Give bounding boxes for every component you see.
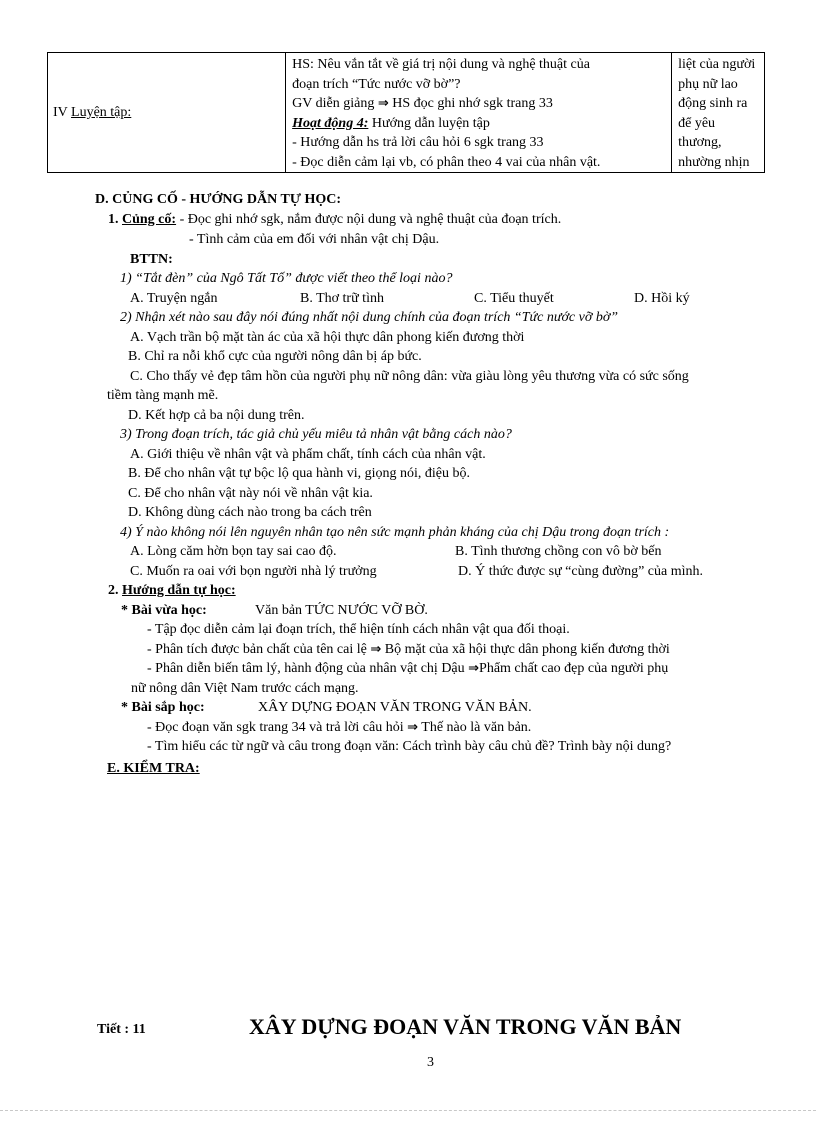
row-label-prefix: IV [53,104,68,120]
answer-option: A. Giới thiệu về nhân vật và phẩm chất, tính cách của nhân vật. [130,447,486,462]
study-item [147,719,531,737]
activity-text: GV diễn giảng [292,96,375,111]
study-item [147,641,670,659]
table-row [48,53,765,173]
huongdan-label: Hướng dẫn tự học: [122,583,236,598]
row-label-cell [48,53,286,173]
question: 4) Ý nào không nói lên nguyên nhân tạo nên sức mạnh phản kháng của chị Dậu trong đoạn trích : [120,525,670,540]
answer-option: B. Thơ trữ tình [300,291,384,306]
page-separator [0,1110,816,1111]
study-text: - Phân tích được bản chất của tên cai lệ [147,642,367,657]
study-text: Thế nào là văn bản. [421,720,532,735]
activity-line: - Đọc diễn cảm lại vb, có phân theo 4 vai của nhân vật. [292,154,601,170]
cungco-line [108,211,561,229]
next-lesson-title: XÂY DỰNG ĐOẠN VĂN TRONG VĂN BẢN [249,1014,682,1039]
question: 2) Nhận xét nào sau đây nói đúng nhất nội dung chính của đoạn trích “Tức nước vỡ bờ” [120,310,619,325]
activity-label: Hoạt động 4: [292,115,369,131]
content-line: thương, [678,135,722,150]
answer-option: D. Kết hợp cả ba nội dung trên. [128,408,305,423]
study-text: - Phân diễn biến tâm lý, hành động của nhân vật chị Dậu [147,661,465,676]
section-d-heading: D. CỦNG CỐ - HƯỚNG DẪN TỰ HỌC: [95,192,342,207]
answer-option: A. Truyện ngắn [130,291,218,306]
activity-line: đoạn trích “Tức nước vỡ bờ”? [292,76,461,92]
study-text: Bộ mặt của xã hội thực dân phong kiến đương thời [384,642,670,657]
cungco-number: 1. [108,212,119,227]
activity-line [292,114,671,134]
answer-option: B. Chỉ ra nỗi khổ cực của người nông dân bị áp bức. [128,349,422,364]
activity-line [292,94,671,114]
cungco-text: - Đọc ghi nhớ sgk, nắm được nội dung và nghệ thuật của đoạn trích. [179,212,562,227]
huongdan-number: 2. [108,583,119,598]
activity-line: HS: Nêu vắn tắt về giá trị nội dung và nghệ thuật của [292,57,590,72]
answer-option: A. Lòng căm hờn bọn tay sai cao độ. [130,544,337,559]
study-text: - Đọc đoạn văn sgk trang 34 và trả lời câu hỏi [147,720,404,735]
answer-option: B. Để cho nhân vật tự bộc lộ qua hành vi, giọng nói, điệu bộ. [128,466,470,481]
page-number: 3 [427,1055,434,1070]
bttn-label: BTTN: [130,252,173,267]
question: 1) “Tắt đèn” của Ngô Tất Tố” được viết theo thể loại nào? [120,271,453,286]
lesson-table [47,52,765,173]
study-item [147,660,668,678]
activity-cell [286,53,672,173]
arrow-right-icon: ⇒ [468,661,480,676]
question: 3) Trong đoạn trích, tác giả chủ yếu miêu tả nhân vật bằng cách nào? [120,427,512,442]
lesson-number: Tiết : 11 [97,1022,146,1037]
answer-option: D. Hồi ký [634,291,690,306]
study-item: - Tập đọc diễn cảm lại đoạn trích, thể hiện tính cách nhân vật qua đối thoại. [147,622,570,637]
content-line: liệt của người [678,57,756,72]
activity-line: - Hướng dẫn hs trả lời câu hỏi 6 sgk trang 33 [292,135,544,150]
bvh-title: Văn bản TỨC NƯỚC VỠ BỜ. [255,603,428,618]
answer-option: B. Tình thương chồng con vô bờ bến [455,544,662,559]
answer-option: D. Không dùng cách nào trong ba cách trên [128,505,372,520]
arrow-right-icon: ⇒ [407,720,419,735]
answer-option: tiềm tàng mạnh mẽ. [107,388,219,403]
content-line: phụ nữ lao [678,76,738,92]
section-e-heading [107,760,200,778]
row-label: Luyện tập: [71,104,132,120]
answer-option: C. Tiểu thuyết [474,291,554,306]
bvh-label: * Bài vừa học: [121,603,207,618]
content-line: để yêu [678,115,716,131]
study-item: nữ nông dân Việt Nam trước cách mạng. [131,681,359,696]
content-line: nhường nhịn [678,154,750,170]
content-line: động sinh ra [678,96,748,111]
content-cell [672,53,765,173]
huongdan-line [108,582,236,600]
bsh-label: * Bài sắp học: [121,700,205,715]
study-item: - Tìm hiểu các từ ngữ và câu trong đoạn văn: Cách trình bày câu chủ đề? Trình bày nội dung? [147,739,672,754]
answer-option: D. Ý thức được sự “cùng đường” của mình. [458,564,703,579]
answer-option: C. Cho thấy vẻ đẹp tâm hồn của người phụ nữ nông dân: vừa giàu lòng yêu thương vừa có sức sống [130,369,689,384]
activity-text: Hướng dẫn luyện tập [371,115,490,131]
study-text: Phẩm chất cao đẹp của người phụ [479,661,669,676]
cungco-label: Củng cố: [122,212,177,227]
answer-option: C. Để cho nhân vật này nói về nhân vật kia. [128,486,373,501]
arrow-right-icon: ⇒ [370,642,382,657]
section-e-heading-text: E. KIỂM TRA: [107,761,200,776]
arrow-right-icon: ⇒ [377,96,389,111]
bsh-title: XÂY DỰNG ĐOẠN VĂN TRONG VĂN BẢN. [258,700,532,715]
cungco-text: - Tình cảm của em đối với nhân vật chị Dậu. [189,232,440,247]
activity-text: HS đọc ghi nhớ sgk trang 33 [392,96,553,111]
answer-option: C. Muốn ra oai với bọn người nhà lý trưởng [130,564,377,579]
answer-option: A. Vạch trần bộ mặt tàn ác của xã hội thực dân phong kiến đương thời [130,330,525,345]
